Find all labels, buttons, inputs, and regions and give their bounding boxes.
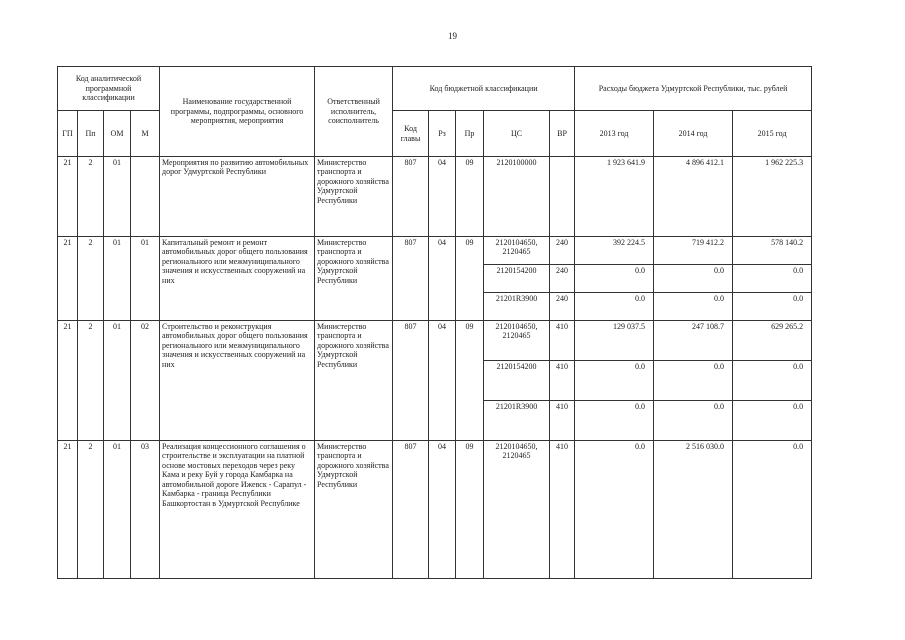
cell-pp: 2	[78, 157, 104, 237]
cell-kod-glavy: 807	[393, 441, 429, 579]
header-2015: 2015 год	[733, 111, 812, 157]
cell-pr: 09	[456, 441, 484, 579]
cell-vr: 240	[550, 237, 575, 265]
cell-pp: 2	[78, 441, 104, 579]
cell-pr: 09	[456, 237, 484, 321]
cell-vr	[550, 157, 575, 237]
cell-m: 03	[131, 441, 160, 579]
cell-cs: 2120154200	[484, 265, 550, 293]
page-number: 19	[448, 31, 457, 41]
cell-2014: 247 108.7	[654, 321, 733, 361]
cell-2015: 629 265.2	[733, 321, 812, 361]
header-2014: 2014 год	[654, 111, 733, 157]
cell-2015: 578 140.2	[733, 237, 812, 265]
cell-name: Мероприятия по развитию автомобильных дорог Удмуртской Республики	[160, 157, 315, 237]
cell-cs: 2120104650, 2120465	[484, 441, 550, 579]
cell-2015: 0.0	[733, 265, 812, 293]
cell-2015: 0.0	[733, 401, 812, 441]
cell-gp: 21	[58, 321, 78, 441]
header-om: ОМ	[104, 111, 131, 157]
cell-2013: 0.0	[575, 361, 654, 401]
cell-vr: 410	[550, 401, 575, 441]
header-expenses: Расходы бюджета Удмуртской Республики, тыс. рублей	[575, 67, 812, 111]
header-gp: ГП	[58, 111, 78, 157]
cell-gp: 21	[58, 157, 78, 237]
cell-kod-glavy: 807	[393, 237, 429, 321]
cell-cs: 2120104650, 2120465	[484, 321, 550, 361]
cell-kod-glavy: 807	[393, 321, 429, 441]
cell-2014: 0.0	[654, 361, 733, 401]
cell-kod-glavy: 807	[393, 157, 429, 237]
table-row	[58, 157, 812, 237]
cell-pp: 2	[78, 321, 104, 441]
header-2013: 2013 год	[575, 111, 654, 157]
cell-rz: 04	[429, 157, 456, 237]
header-pp: Пп	[78, 111, 104, 157]
cell-om: 01	[104, 237, 131, 321]
cell-vr: 410	[550, 441, 575, 579]
header-analytic-code: Код аналитической программной классификации	[58, 67, 160, 111]
cell-2015: 0.0	[733, 361, 812, 401]
cell-name: Капитальный ремонт и ремонт автомобильных дорог общего пользования регионального или межмуниципального значения и искусственных сооружений на них	[160, 237, 315, 321]
cell-cs: 2120104650, 2120465	[484, 237, 550, 265]
cell-m	[131, 157, 160, 237]
cell-vr: 240	[550, 265, 575, 293]
cell-cs: 21201R3900	[484, 401, 550, 441]
cell-pr: 09	[456, 321, 484, 441]
cell-2013: 0.0	[575, 441, 654, 579]
table-row	[58, 321, 812, 361]
cell-2013: 0.0	[575, 293, 654, 321]
cell-2013: 1 923 641.9	[575, 157, 654, 237]
budget-table	[57, 66, 812, 579]
cell-2013: 0.0	[575, 401, 654, 441]
cell-vr: 240	[550, 293, 575, 321]
cell-cs: 21201R3900	[484, 293, 550, 321]
cell-rz: 04	[429, 321, 456, 441]
header-rz: Рз	[429, 111, 456, 157]
cell-2014: 0.0	[654, 401, 733, 441]
header-kod-glavy: Код главы	[393, 111, 429, 157]
header-responsible: Ответственный исполнитель, соисполнитель	[315, 67, 393, 157]
cell-responsible: Министерство транспорта и дорожного хозяйства Удмуртской Республики	[315, 237, 393, 321]
cell-cs: 2120100000	[484, 157, 550, 237]
cell-name: Строительство и реконструкция автомобильных дорог общего пользования регионального или межмуниципального значения и искусственных сооружений на них	[160, 321, 315, 441]
header-m: М	[131, 111, 160, 157]
cell-2013: 0.0	[575, 265, 654, 293]
cell-vr: 410	[550, 361, 575, 401]
table-row	[58, 237, 812, 265]
cell-om: 01	[104, 441, 131, 579]
cell-responsible: Министерство транспорта и дорожного хозяйства Удмуртской Республики	[315, 441, 393, 579]
cell-responsible: Министерство транспорта и дорожного хозяйства Удмуртской Республики	[315, 157, 393, 237]
cell-2014: 719 412.2	[654, 237, 733, 265]
cell-2014: 0.0	[654, 265, 733, 293]
cell-vr: 410	[550, 321, 575, 361]
header-budget-classification: Код бюджетной классификации	[393, 67, 575, 111]
header-name: Наименование государственной программы, подпрограммы, основного мероприятия, мероприятия	[160, 67, 315, 157]
cell-name: Реализация концессионного соглашения о строительстве и эксплуатации на платной основе мостовых переходов через реку Кама и реку Буй у города Камбарка на автомобильной дороге Ижевск - Сарапул - Камбарка - граница Республики Башкортостан в Удмуртской Республике	[160, 441, 315, 579]
cell-m: 02	[131, 321, 160, 441]
cell-2015: 1 962 225.3	[733, 157, 812, 237]
cell-2013: 392 224.5	[575, 237, 654, 265]
cell-gp: 21	[58, 441, 78, 579]
cell-gp: 21	[58, 237, 78, 321]
cell-om: 01	[104, 157, 131, 237]
cell-2014: 0.0	[654, 293, 733, 321]
cell-2015: 0.0	[733, 441, 812, 579]
cell-2013: 129 037.5	[575, 321, 654, 361]
cell-rz: 04	[429, 237, 456, 321]
header-vr: ВР	[550, 111, 575, 157]
cell-2015: 0.0	[733, 293, 812, 321]
cell-pp: 2	[78, 237, 104, 321]
cell-2014: 2 516 030.0	[654, 441, 733, 579]
cell-pr: 09	[456, 157, 484, 237]
header-cs: ЦС	[484, 111, 550, 157]
cell-rz: 04	[429, 441, 456, 579]
cell-m: 01	[131, 237, 160, 321]
table-row	[58, 441, 812, 579]
cell-om: 01	[104, 321, 131, 441]
cell-cs: 2120154200	[484, 361, 550, 401]
cell-2014: 4 896 412.1	[654, 157, 733, 237]
cell-responsible: Министерство транспорта и дорожного хозяйства Удмуртской Республики	[315, 321, 393, 441]
header-pr: Пр	[456, 111, 484, 157]
